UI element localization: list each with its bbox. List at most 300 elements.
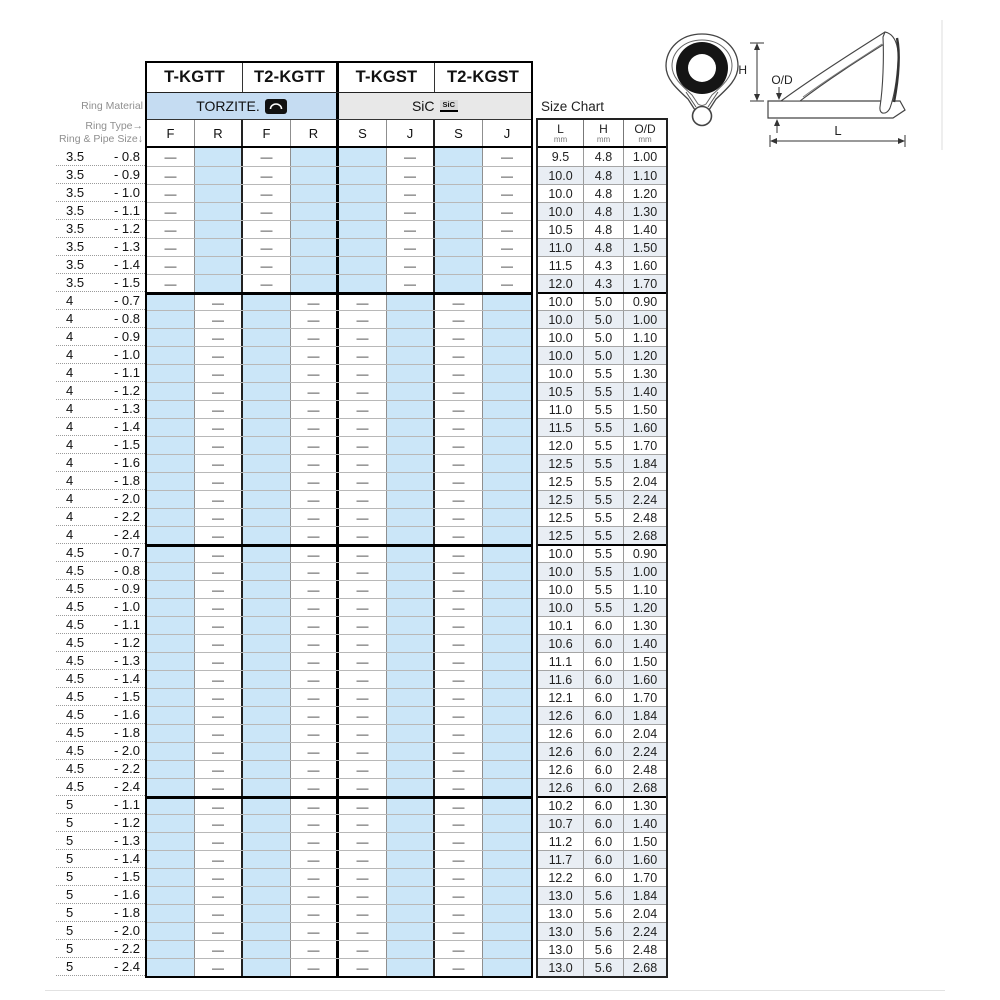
ring-size-value: 4.5 [66,653,85,668]
row-label [56,400,145,418]
not-available-cell: — [195,509,243,526]
not-available-cell: — [291,869,339,886]
not-available-cell: — [339,527,387,544]
not-available-cell: — [501,186,513,201]
size-chart-row [538,256,666,274]
od-value: 1.70 [632,870,658,885]
od-value: 1.60 [632,852,658,867]
not-available-cell: — [243,185,291,202]
pipe-size-value: - 0.9 [113,167,140,182]
od-value: 1.60 [632,672,658,687]
available-cell [243,347,291,364]
size-chart-row [538,904,666,922]
not-available-cell: — [195,653,243,670]
available-cell [483,815,531,832]
l-value: 10.0 [538,347,584,364]
size-chart-row [538,796,666,814]
not-available-cell: — [147,257,195,274]
not-available-cell: — [339,851,387,868]
not-available-cell: — [501,168,513,183]
available-cell [435,203,483,220]
l-value: 12.5 [538,491,584,508]
not-available-cell: — [195,617,243,634]
row-label [56,544,145,562]
not-available-cell: — [243,167,291,184]
h-value: 5.5 [584,581,624,598]
torzite-logo-icon [265,99,287,114]
availability-row [147,436,531,454]
not-available-cell: — [195,329,243,346]
l-value: 10.0 [538,167,584,184]
not-available-cell: — [291,581,339,598]
od-value: 1.50 [632,402,658,417]
not-available-cell: — [291,437,339,454]
ring-size-value: 5 [66,851,74,866]
available-cell [435,257,483,274]
not-available-cell: — [501,258,513,273]
size-chart-row [538,166,666,184]
not-available-cell: — [147,185,195,202]
ring-size-value: 4 [66,329,74,344]
available-cell [387,365,435,382]
available-cell [147,869,195,886]
not-available-cell: — [339,689,387,706]
ring-size-value: 3.5 [66,275,85,290]
available-cell [387,851,435,868]
h-value: 5.6 [584,887,624,904]
size-chart-table [536,118,668,978]
size-chart-row [538,508,666,526]
model-header-t-kgtt: T-KGTT [147,63,243,92]
ring-size-value: 4 [66,437,74,452]
available-cell [147,833,195,850]
h-value: 6.0 [584,707,624,724]
availability-row [147,274,531,292]
not-available-cell: — [195,581,243,598]
col-od-label: O/D [634,121,656,136]
ring-pipe-size-label: Ring & Pipe Size↓ [58,133,143,145]
availability-row [147,778,531,796]
not-available-cell: — [195,599,243,616]
not-available-cell: — [195,869,243,886]
availability-row [147,526,531,544]
od-value: 0.90 [632,547,658,561]
available-cell [483,365,531,382]
not-available-cell: — [147,275,195,292]
l-value: 10.5 [538,383,584,400]
material-torzite [147,93,339,119]
ring-type-j-5: J [387,120,435,146]
row-label [56,724,145,742]
h-dimension-label: H [738,63,747,77]
size-chart-title: Size Chart [541,99,605,114]
availability-row [147,940,531,958]
ring-material-row [147,93,531,120]
ring-size-value: 5 [66,959,74,974]
h-value: 5.0 [584,329,624,346]
not-available-cell: — [435,563,483,580]
available-cell [339,185,387,202]
l-value: 12.0 [538,275,584,292]
row-label [56,616,145,634]
not-available-cell: — [291,419,339,436]
available-cell [387,509,435,526]
not-available-cell: — [339,799,387,814]
available-cell [387,799,435,814]
row-label [56,184,145,202]
available-cell [483,671,531,688]
not-available-cell: — [339,509,387,526]
ring-size-value: 4.5 [66,707,85,722]
not-available-cell: — [339,869,387,886]
available-cell [243,671,291,688]
not-available-cell: — [195,815,243,832]
h-value: 5.5 [584,455,624,472]
available-cell [387,617,435,634]
od-value: 1.10 [632,168,658,183]
not-available-cell: — [339,671,387,688]
row-label [56,688,145,706]
available-cell [387,419,435,436]
l-value: 10.0 [538,599,584,616]
od-value: 1.30 [632,366,658,381]
available-cell [147,527,195,544]
row-label [56,958,145,976]
not-available-cell: — [387,185,435,202]
available-cell [195,257,243,274]
size-chart-row [538,832,666,850]
photo-bottom-edge [45,990,945,991]
available-cell [483,419,531,436]
h-value: 5.5 [584,473,624,490]
available-cell [243,779,291,796]
available-cell [339,221,387,238]
available-cell [387,959,435,976]
not-available-cell: — [387,257,435,274]
not-available-cell: — [291,547,339,562]
pipe-size-value: - 0.7 [113,545,140,560]
row-label [56,706,145,724]
l-value: 12.5 [538,455,584,472]
available-cell [147,599,195,616]
not-available-cell: — [435,833,483,850]
availability-row [147,652,531,670]
h-value: 5.5 [584,509,624,526]
l-value: 11.7 [538,851,584,868]
not-available-cell: — [243,239,291,256]
not-available-cell: — [339,833,387,850]
not-available-cell: — [195,491,243,508]
row-label [56,796,145,814]
available-cell [387,491,435,508]
available-cell [483,473,531,490]
not-available-cell: — [435,383,483,400]
h-value: 6.0 [584,798,624,814]
not-available-cell: — [195,799,243,814]
not-available-cell: — [195,923,243,940]
availability-row [147,580,531,598]
row-label [56,238,145,256]
ring-size-value: 4.5 [66,635,85,650]
not-available-cell: — [195,635,243,652]
available-cell [387,671,435,688]
l-value: 11.1 [538,653,584,670]
not-available-cell: — [339,653,387,670]
row-label [56,310,145,328]
not-available-cell: — [435,419,483,436]
not-available-cell: — [339,473,387,490]
l-value: 13.0 [538,887,584,904]
available-cell [483,689,531,706]
h-value: 5.6 [584,941,624,958]
ring-type-j-7: J [503,125,511,141]
available-cell [243,599,291,616]
available-cell [147,671,195,688]
od-value: 2.48 [632,762,658,777]
l-value: 9.5 [538,148,584,166]
availability-row [147,184,531,202]
available-cell [243,851,291,868]
not-available-cell: — [435,473,483,490]
row-label [56,292,145,310]
available-cell [243,725,291,742]
not-available-cell: — [339,599,387,616]
ring-size-value: 5 [66,833,74,848]
available-cell [243,491,291,508]
ring-type-r-3: R [291,120,339,146]
ring-size-value: 4.5 [66,563,85,578]
row-label [56,598,145,616]
pipe-size-value: - 1.2 [113,221,140,236]
available-cell [195,203,243,220]
available-cell [387,347,435,364]
available-cell [435,167,483,184]
pipe-size-value: - 2.0 [113,923,140,938]
pipe-size-value: - 1.4 [113,419,140,434]
sic-logo-icon: SiC [440,100,459,112]
available-cell [483,401,531,418]
ring-type-row [147,120,531,148]
h-value: 5.5 [584,437,624,454]
row-label [56,886,145,904]
l-dimension-label: L [834,123,842,138]
not-available-cell: — [195,671,243,688]
availability-row [147,904,531,922]
not-available-cell: — [435,761,483,778]
size-chart-row [538,382,666,400]
ring-size-value: 4 [66,473,74,488]
row-label [56,436,145,454]
availability-row [147,328,531,346]
available-cell [147,581,195,598]
size-chart-row [538,958,666,976]
not-available-cell: — [435,941,483,958]
not-available-cell: — [195,941,243,958]
not-available-cell: — [147,221,195,238]
row-label [56,850,145,868]
not-available-cell: — [291,455,339,472]
not-available-cell: — [435,581,483,598]
od-value: 1.70 [632,276,658,291]
available-cell [243,295,291,310]
available-cell [483,799,531,814]
col-l-label: L [557,121,564,136]
ring-size-value: 4 [66,401,74,416]
not-available-cell: — [147,148,195,166]
available-cell [147,617,195,634]
not-available-cell: — [435,365,483,382]
l-value: 12.6 [538,761,584,778]
not-available-cell: — [339,923,387,940]
available-cell [243,869,291,886]
model-header-row [147,63,531,93]
size-chart-row [538,616,666,634]
pipe-size-value: - 0.8 [113,311,140,326]
h-value: 5.6 [584,959,624,976]
not-available-cell: — [291,941,339,958]
availability-row [147,760,531,778]
available-cell [195,185,243,202]
od-value: 2.68 [632,960,658,975]
available-cell [483,887,531,904]
l-value: 10.0 [538,185,584,202]
l-value: 10.2 [538,798,584,814]
not-available-cell: — [291,761,339,778]
h-value: 5.0 [584,311,624,328]
ring-size-value: 4.5 [66,617,85,632]
ring-type-s-4: S [339,120,387,146]
row-label [56,868,145,886]
od-value: 1.60 [632,258,658,273]
pipe-size-value: - 1.1 [113,203,140,218]
od-value: 1.00 [632,312,658,327]
row-label [56,760,145,778]
not-available-cell: — [435,617,483,634]
available-cell [243,799,291,814]
available-cell [243,329,291,346]
od-value: 1.30 [632,799,658,813]
not-available-cell: — [195,779,243,796]
not-available-cell: — [435,547,483,562]
ring-size-value: 4.5 [66,689,85,704]
row-label [56,904,145,922]
size-chart-row [538,202,666,220]
available-cell [339,167,387,184]
availability-row [147,256,531,274]
pipe-size-value: - 1.1 [113,617,140,632]
not-available-cell: — [339,905,387,922]
available-cell [483,491,531,508]
row-label [56,508,145,526]
pipe-size-value: - 2.2 [113,761,140,776]
not-available-cell: — [435,401,483,418]
availability-row [147,670,531,688]
available-cell [243,455,291,472]
availability-row [147,868,531,886]
row-label [56,832,145,850]
available-cell [291,148,339,166]
not-available-cell: — [291,491,339,508]
size-chart-row [538,328,666,346]
ring-size-value: 4 [66,527,74,542]
pipe-size-value: - 0.7 [113,293,140,308]
col-h-unit: mm [596,134,611,144]
size-chart-row [538,742,666,760]
availability-row [147,886,531,904]
not-available-cell: — [195,347,243,364]
availability-row [147,310,531,328]
l-value: 13.0 [538,923,584,940]
pipe-size-value: - 1.5 [113,869,140,884]
not-available-cell: — [291,799,339,814]
available-cell [291,167,339,184]
not-available-cell: — [195,437,243,454]
not-available-cell: — [291,295,339,310]
available-cell [147,347,195,364]
available-cell [243,635,291,652]
not-available-cell: — [387,239,435,256]
not-available-cell: — [435,671,483,688]
ring-size-value: 3.5 [66,257,85,272]
row-label [56,490,145,508]
available-cell [387,707,435,724]
available-cell [147,743,195,760]
available-cell [243,707,291,724]
size-chart-rows [538,148,666,976]
available-cell [339,275,387,292]
row-label [56,940,145,958]
not-available-cell: — [339,365,387,382]
size-chart-row [538,346,666,364]
available-cell [243,563,291,580]
availability-row [147,472,531,490]
availability-table [145,61,533,978]
row-label [56,364,145,382]
not-available-cell: — [195,527,243,544]
available-cell [339,203,387,220]
od-value: 1.40 [632,636,658,651]
availability-row [147,832,531,850]
available-cell [195,239,243,256]
not-available-cell: — [195,707,243,724]
available-cell [147,799,195,814]
available-cell [243,761,291,778]
available-cell [483,311,531,328]
not-available-cell: — [435,437,483,454]
available-cell [483,833,531,850]
material-sic [339,93,531,119]
size-chart-row [538,814,666,832]
not-available-cell: — [291,509,339,526]
not-available-cell: — [435,743,483,760]
size-chart-row [538,184,666,202]
od-value: 1.70 [632,690,658,705]
size-chart-row [538,562,666,580]
available-cell [435,185,483,202]
ring-size-value: 3.5 [66,167,85,182]
not-available-cell: — [339,437,387,454]
pipe-size-value: - 0.9 [113,581,140,596]
row-label [56,418,145,436]
h-value: 5.5 [584,599,624,616]
size-chart-row [538,544,666,562]
pipe-size-value: - 1.5 [113,437,140,452]
availability-row [147,166,531,184]
not-available-cell: — [339,743,387,760]
pipe-size-value: - 1.6 [113,887,140,902]
not-available-cell: — [195,959,243,976]
availability-row [147,148,531,166]
